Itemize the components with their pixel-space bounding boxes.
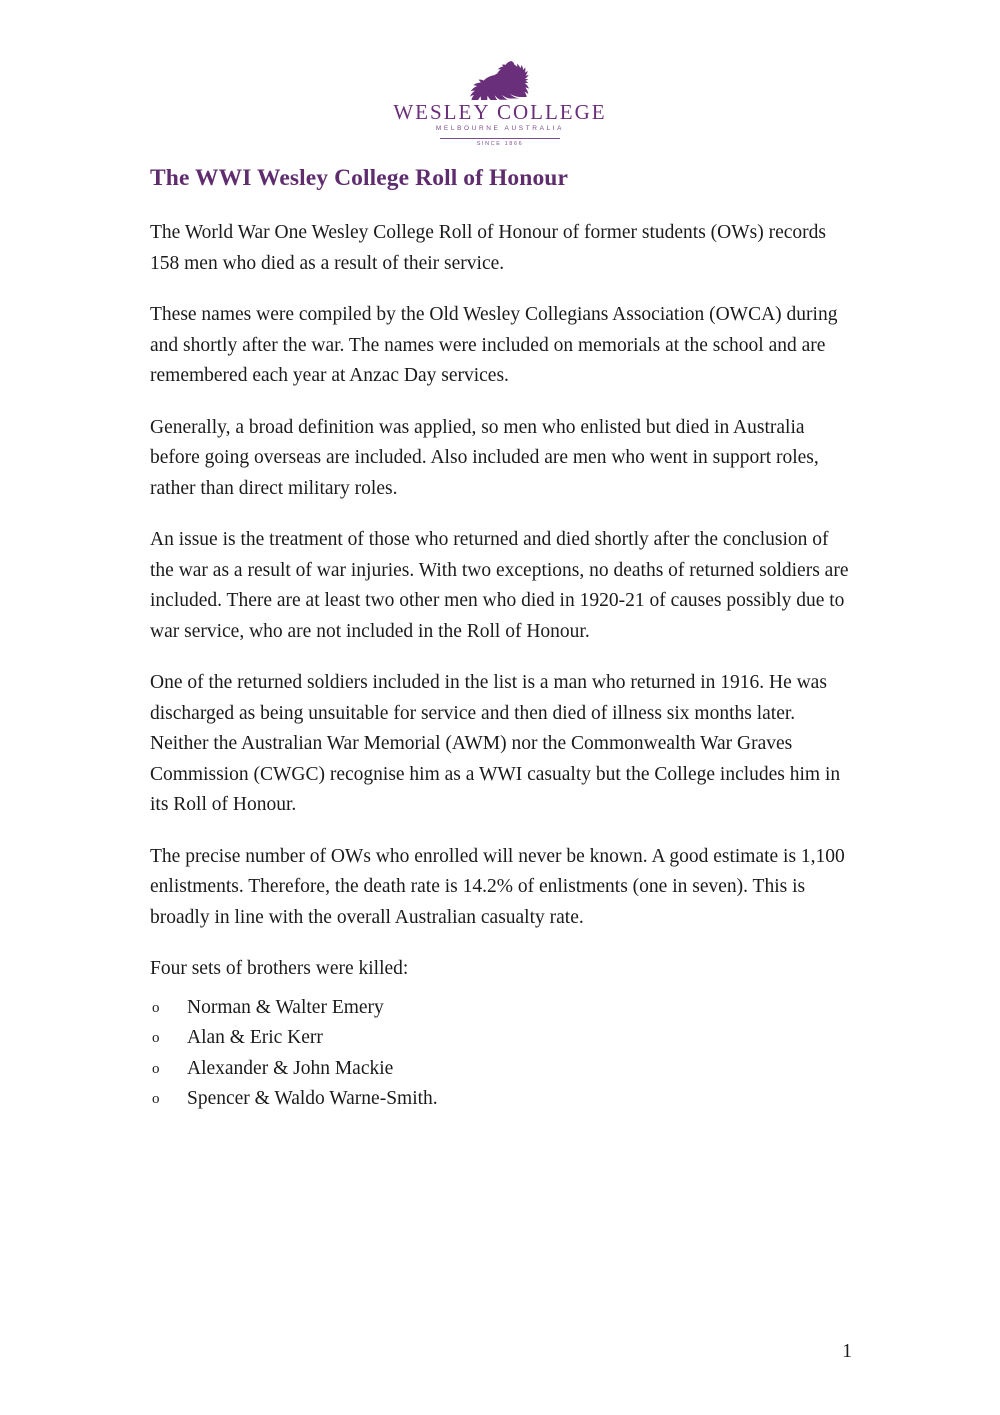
list-bullet-icon: o [152,999,160,1016]
list-bullet-icon: o [152,1030,160,1046]
wesley-college-logo [0,58,1000,150]
list-bullet-icon: o [152,1060,160,1077]
list-bullet-icon: o [152,1091,160,1107]
paragraph-5: One of the returned soldiers included in the list is a man who returned in 1916. He was discharged as being unsuitable for service and then died of illness six months later. Neither the Australian War Memorial (AWM) nor the Commonwealth War Graves Commission (CWGC) recognise him as a WWI casualty but the College includes him in its Roll of Honour. [150,672,841,815]
list-item-label: Alan & Eric Kerr [187,1027,323,1048]
logo-subtitle: MELBOURNE AUSTRALIA [435,125,565,132]
paragraph-2: These names were compiled by the Old Wesley Collegians Association (OWCA) during and shortly after the war. The names were included on memorials at the school and are remembered each year at Anzac Day services. [150,304,838,386]
logo-name: WESLEY COLLEGE [393,100,607,124]
list-item [150,993,850,1024]
logo-divider [440,138,560,139]
list-item-label: Alexander & John Mackie [187,1057,394,1079]
brothers-list [150,993,850,1115]
page-title: The WWI Wesley College Roll of Honour [150,165,569,191]
logo-since: SINCE 1866 [476,140,524,147]
lion-crest-icon [461,58,539,100]
paragraph-3: Generally, a broad definition was applied, so men who enlisted but died in Australia before going overseas are included. Also included are men who went in support roles, rather than direct military roles. [150,416,819,499]
list-item [150,1084,850,1115]
paragraph-7: Four sets of brothers were killed: [150,958,409,979]
list-item [150,1023,850,1054]
list-item [150,1054,850,1085]
document-body [150,165,850,1115]
paragraph-4: An issue is the treatment of those who returned and died shortly after the conclusion of the war as a result of war injuries. With two exceptions, no deaths of returned soldiers are included. There are at least two other men who died in 1920-21 of causes possibly due to war service, who are not included in the Roll of Honour. [150,529,849,642]
list-item-label: Norman & Walter Emery [187,996,384,1018]
page-number: 1 [842,1341,852,1362]
paragraph-6: The precise number of OWs who enrolled will never be known. A good estimate is 1,100 enlistments. Therefore, the death rate is 14.2% of enlistments (one in seven). This is broadly in line with the overall Australian casualty rate. [150,845,845,928]
logo-inner [393,58,606,147]
list-item-label: Spencer & Waldo Warne-Smith. [187,1088,438,1109]
paragraph-1: The World War One Wesley College Roll of Honour of former students (OWs) records 158 men who died as a result of their service. [150,222,827,274]
